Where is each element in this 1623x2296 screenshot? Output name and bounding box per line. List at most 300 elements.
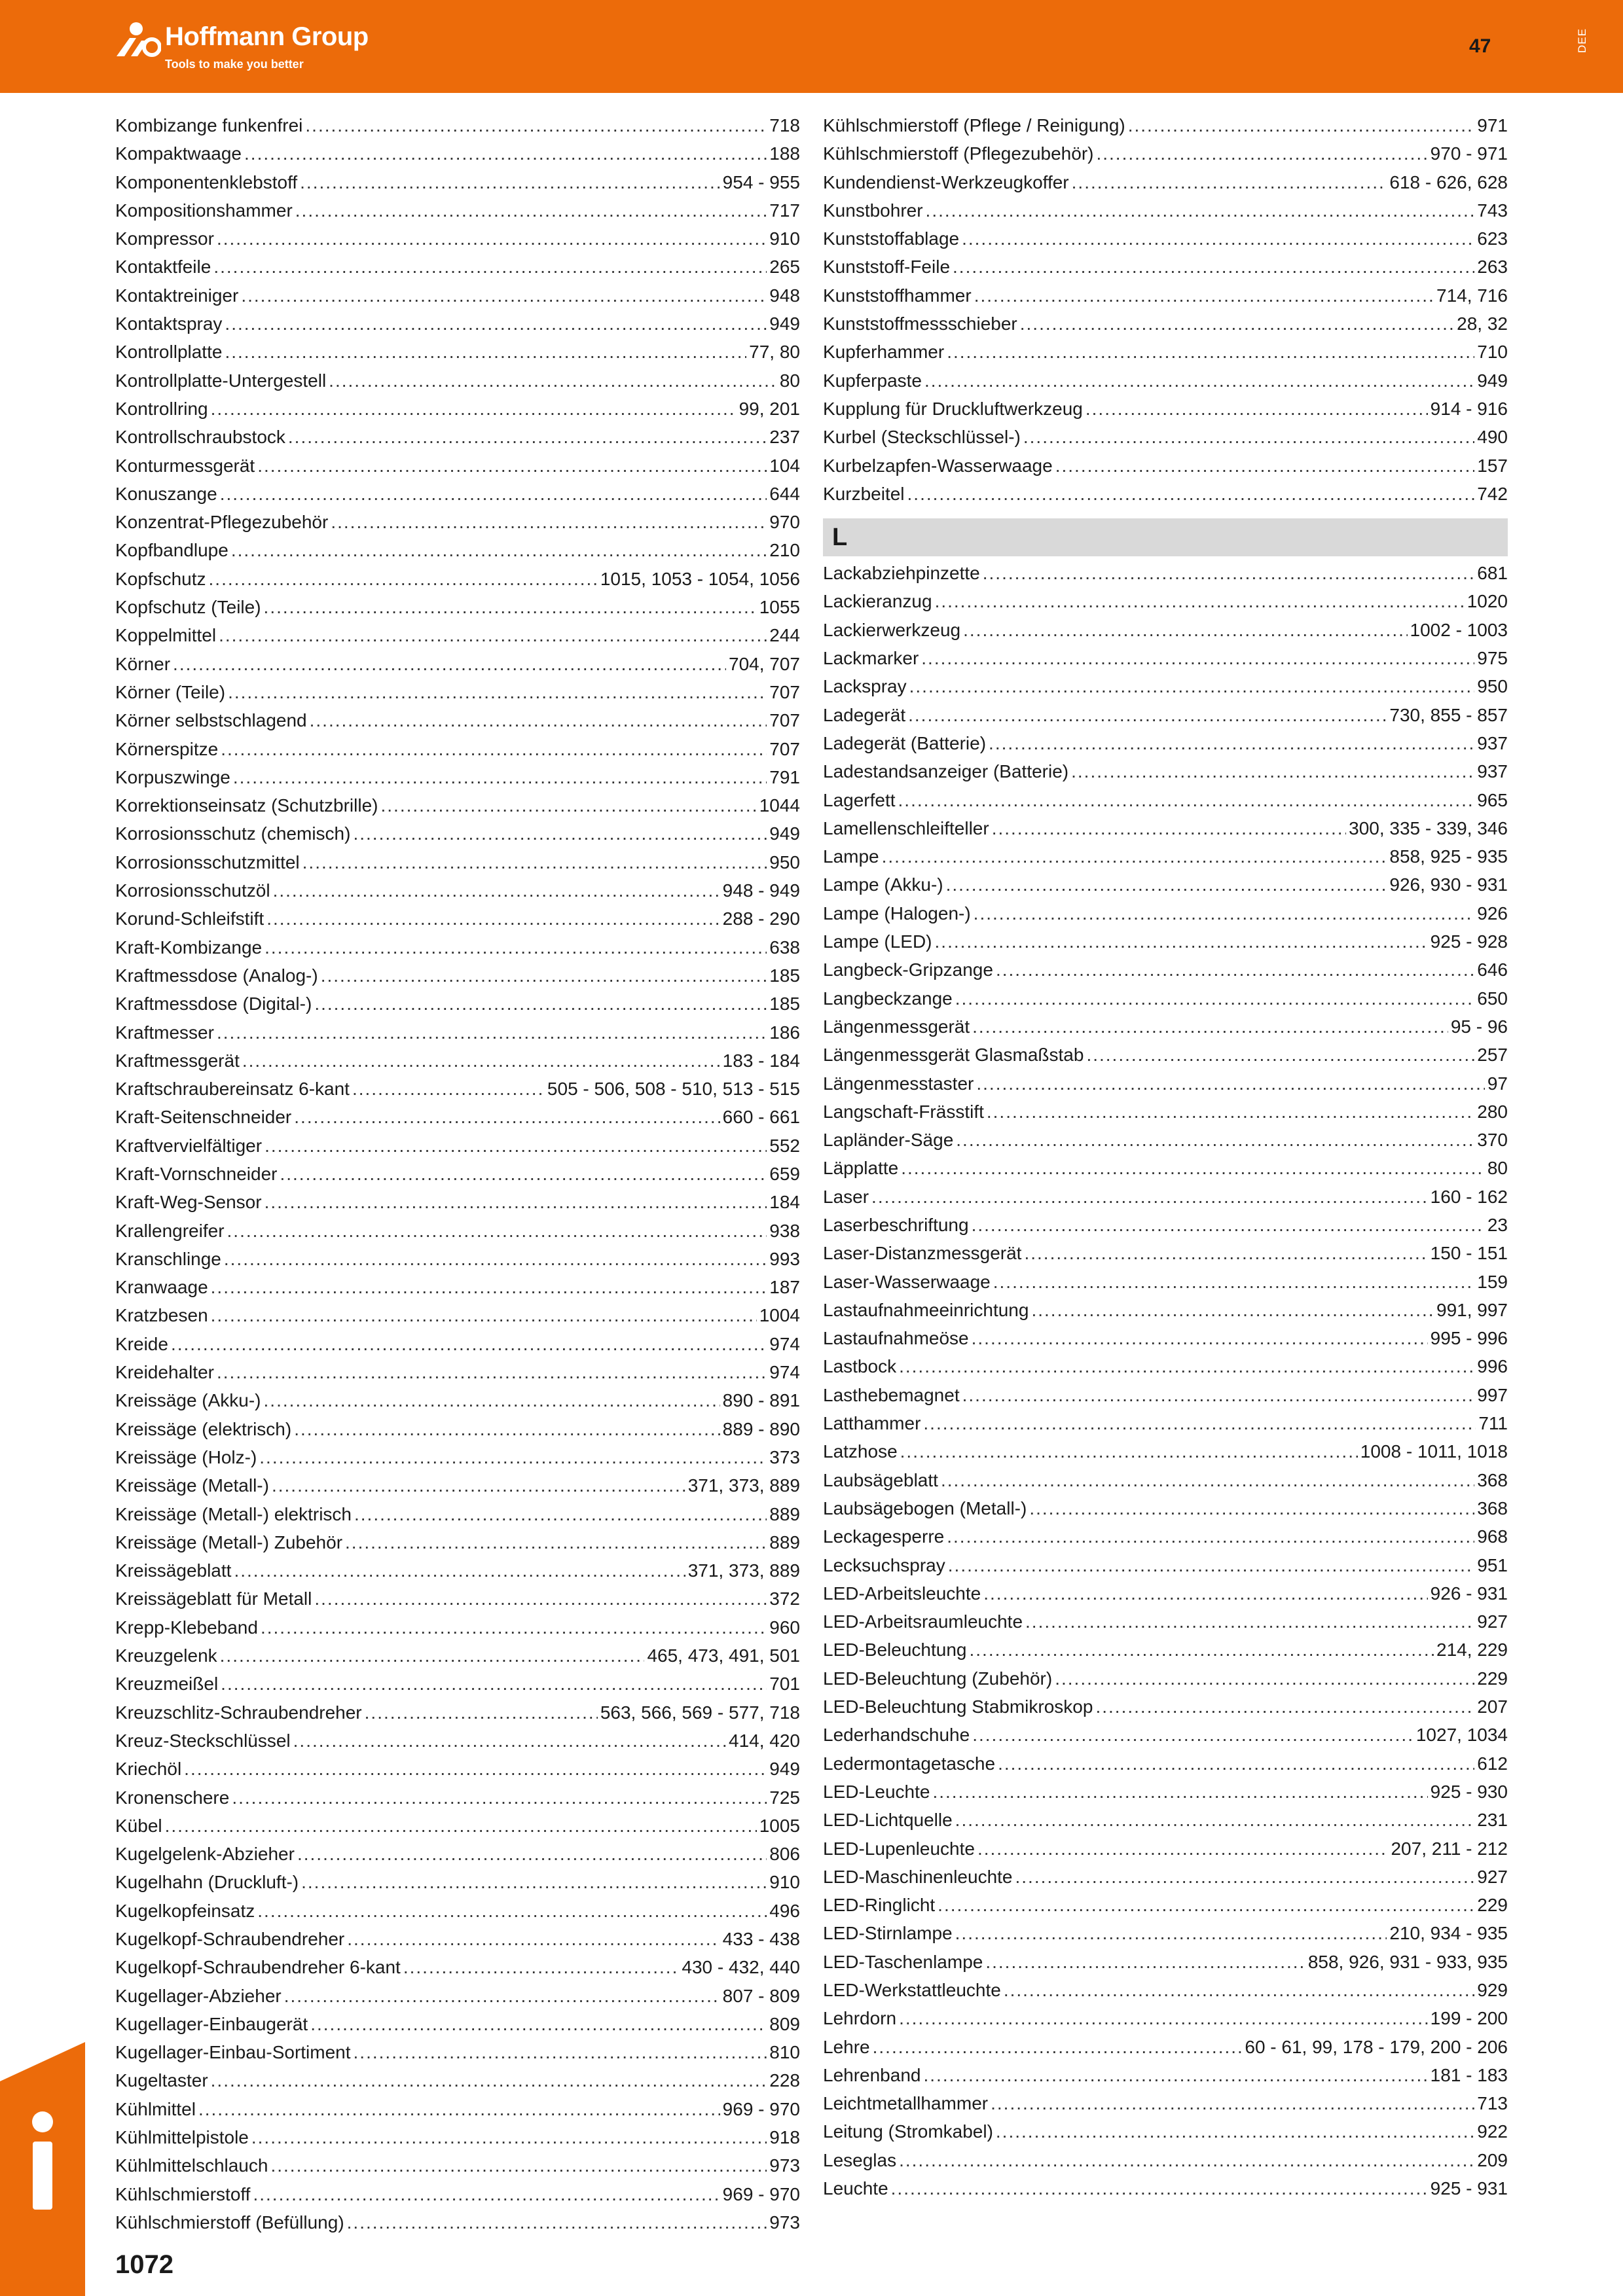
index-entry[interactable] — [823, 1413, 1508, 1441]
index-entry[interactable] — [115, 2184, 800, 2212]
index-entry[interactable] — [823, 705, 1508, 733]
page-reference[interactable]: 971 — [1477, 115, 1508, 135]
page-reference[interactable]: 183 - 184 — [722, 1050, 800, 1071]
index-entry[interactable] — [115, 1702, 800, 1731]
page-reference[interactable]: 889 - 890 — [722, 1418, 800, 1439]
page-reference[interactable]: 954 - 955 — [722, 171, 800, 192]
page-reference[interactable]: 969 - 970 — [722, 2098, 800, 2119]
page-reference[interactable]: 806 — [769, 1844, 800, 1865]
index-entry[interactable] — [115, 2127, 800, 2155]
index-entry[interactable] — [115, 342, 800, 370]
index-entry[interactable] — [115, 228, 800, 257]
page-reference[interactable]: 926 — [1477, 903, 1508, 924]
page-reference[interactable]: 60 - 61, 99, 178 - 179, 200 - 206 — [1245, 2036, 1508, 2057]
index-entry[interactable] — [823, 115, 1508, 143]
index-entry[interactable] — [823, 1555, 1508, 1583]
page-reference[interactable]: 725 — [769, 1787, 800, 1808]
index-entry[interactable] — [115, 1447, 800, 1475]
page-reference[interactable]: 612 — [1477, 1753, 1508, 1774]
index-entry[interactable] — [823, 1839, 1508, 1867]
index-entry[interactable] — [823, 285, 1508, 314]
page-reference[interactable]: 950 — [769, 852, 800, 872]
page-reference[interactable]: 210, 934 - 935 — [1389, 1923, 1508, 1944]
page-reference[interactable]: 858, 926, 931 - 933, 935 — [1307, 1951, 1508, 1972]
index-entry[interactable] — [823, 563, 1508, 591]
index-entry[interactable] — [115, 370, 800, 399]
index-entry[interactable] — [823, 960, 1508, 988]
index-entry[interactable] — [823, 342, 1508, 370]
page-reference[interactable]: 910 — [769, 228, 800, 249]
page-reference[interactable]: 949 — [1477, 370, 1508, 391]
page-reference[interactable]: 371, 373, 889 — [687, 1475, 800, 1496]
page-reference[interactable]: 368 — [1477, 1498, 1508, 1518]
index-entry[interactable] — [115, 1079, 800, 1107]
page-reference[interactable]: 925 - 928 — [1430, 931, 1508, 952]
page-reference[interactable]: 949 — [769, 1759, 800, 1780]
index-entry[interactable] — [115, 654, 800, 682]
index-entry[interactable] — [115, 710, 800, 738]
index-entry[interactable] — [115, 1221, 800, 1249]
page-reference[interactable]: 95 - 96 — [1450, 1016, 1508, 1037]
page-reference[interactable]: 207, 211 - 212 — [1391, 1838, 1508, 1859]
page-reference[interactable]: 185 — [769, 965, 800, 986]
index-entry[interactable] — [823, 1385, 1508, 1413]
index-entry[interactable] — [823, 370, 1508, 399]
index-entry[interactable] — [823, 648, 1508, 676]
index-entry[interactable] — [115, 1164, 800, 1192]
page-reference[interactable]: 707 — [769, 710, 800, 731]
page-reference[interactable]: 372 — [769, 1588, 800, 1609]
page-reference[interactable]: 181 - 183 — [1430, 2064, 1508, 2085]
page-reference[interactable]: 1005 — [759, 1815, 800, 1836]
index-entry[interactable] — [115, 2212, 800, 2240]
page-reference[interactable]: 638 — [769, 937, 800, 958]
index-entry[interactable] — [115, 1872, 800, 1900]
page-reference[interactable]: 623 — [1477, 228, 1508, 249]
index-entry[interactable] — [115, 994, 800, 1022]
page-reference[interactable]: 1008 - 1011, 1018 — [1360, 1441, 1508, 1462]
page-reference[interactable]: 938 — [769, 1220, 800, 1241]
page-reference[interactable]: 960 — [769, 1617, 800, 1638]
page-reference[interactable]: 563, 566, 569 - 577, 718 — [600, 1702, 800, 1723]
index-entry[interactable] — [115, 597, 800, 625]
page-reference[interactable]: 809 — [769, 2013, 800, 2034]
page-reference[interactable]: 914 - 916 — [1430, 398, 1508, 419]
page-reference[interactable]: 552 — [769, 1135, 800, 1156]
index-entry[interactable] — [823, 1130, 1508, 1158]
page-reference[interactable]: 465, 473, 491, 501 — [647, 1645, 800, 1666]
page-reference[interactable]: 104 — [769, 455, 800, 476]
index-entry[interactable] — [115, 937, 800, 965]
page-reference[interactable]: 937 — [1477, 732, 1508, 753]
page-reference[interactable]: 23 — [1487, 1214, 1508, 1235]
page-reference[interactable]: 991, 997 — [1436, 1299, 1508, 1320]
page-reference[interactable]: 77, 80 — [749, 342, 800, 363]
page-reference[interactable]: 929 — [1477, 1980, 1508, 2000]
page-reference[interactable]: 925 - 931 — [1430, 2178, 1508, 2199]
page-reference[interactable]: 730, 855 - 857 — [1389, 704, 1508, 725]
index-entry[interactable] — [823, 1980, 1508, 2008]
index-entry[interactable] — [823, 1356, 1508, 1384]
page-reference[interactable]: 231 — [1477, 1810, 1508, 1831]
page-reference[interactable]: 714, 716 — [1436, 285, 1508, 306]
page-reference[interactable]: 265 — [769, 257, 800, 278]
page-reference[interactable]: 926, 930 - 931 — [1389, 874, 1508, 895]
index-entry[interactable] — [823, 931, 1508, 960]
index-entry[interactable] — [115, 1674, 800, 1702]
index-entry[interactable] — [823, 172, 1508, 200]
page-reference[interactable]: 993 — [769, 1248, 800, 1269]
page-reference[interactable]: 707 — [769, 681, 800, 702]
index-entry[interactable] — [115, 1816, 800, 1844]
page-reference[interactable]: 1002 - 1003 — [1410, 619, 1508, 640]
index-entry[interactable] — [823, 1243, 1508, 1271]
index-entry[interactable] — [823, 2065, 1508, 2093]
index-entry[interactable] — [823, 1300, 1508, 1328]
index-entry[interactable] — [823, 2121, 1508, 2149]
index-entry[interactable] — [823, 733, 1508, 761]
index-entry[interactable] — [115, 2042, 800, 2070]
page-reference[interactable]: 711 — [1478, 1413, 1508, 1434]
index-entry[interactable] — [115, 767, 800, 795]
index-entry[interactable] — [115, 1532, 800, 1560]
page-reference[interactable]: 157 — [1477, 455, 1508, 476]
page-reference[interactable]: 858, 925 - 935 — [1389, 846, 1508, 867]
page-reference[interactable]: 973 — [769, 2212, 800, 2233]
page-reference[interactable]: 918 — [769, 2127, 800, 2148]
page-reference[interactable]: 414, 420 — [729, 1730, 800, 1751]
page-reference[interactable]: 889 — [769, 1532, 800, 1552]
index-entry[interactable] — [823, 1470, 1508, 1498]
index-entry[interactable] — [823, 1526, 1508, 1554]
index-entry[interactable] — [823, 2150, 1508, 2178]
page-reference[interactable]: 80 — [779, 370, 800, 391]
page-reference[interactable]: 280 — [1477, 1101, 1508, 1122]
index-entry[interactable] — [115, 1560, 800, 1588]
index-entry[interactable] — [823, 1272, 1508, 1300]
page-reference[interactable]: 975 — [1477, 648, 1508, 669]
index-entry[interactable] — [823, 143, 1508, 171]
page-reference[interactable]: 97 — [1487, 1073, 1508, 1094]
index-entry[interactable] — [823, 2037, 1508, 2065]
index-entry[interactable] — [823, 1016, 1508, 1045]
page-reference[interactable]: 948 — [769, 285, 800, 306]
index-entry[interactable] — [823, 790, 1508, 818]
page-reference[interactable]: 743 — [1477, 200, 1508, 221]
index-entry[interactable] — [115, 1277, 800, 1305]
page-reference[interactable]: 889 — [769, 1503, 800, 1524]
page-reference[interactable]: 717 — [769, 200, 800, 221]
page-reference[interactable]: 810 — [769, 2042, 800, 2063]
dot-leader — [938, 1895, 1474, 1916]
page-reference[interactable]: 659 — [769, 1163, 800, 1184]
page-reference[interactable]: 968 — [1477, 1526, 1508, 1547]
index-entry[interactable] — [115, 1390, 800, 1418]
index-entry[interactable] — [823, 676, 1508, 704]
page-reference[interactable]: 199 - 200 — [1430, 2008, 1508, 2029]
index-entry[interactable] — [115, 172, 800, 200]
index-entry[interactable] — [115, 143, 800, 171]
page-reference[interactable]: 186 — [769, 1022, 800, 1043]
index-entry[interactable] — [115, 1588, 800, 1617]
index-entry[interactable] — [115, 1249, 800, 1277]
index-entry[interactable] — [823, 903, 1508, 931]
index-entry[interactable] — [823, 257, 1508, 285]
index-entry[interactable] — [115, 795, 800, 823]
page-reference[interactable]: 704, 707 — [729, 653, 800, 674]
index-entry[interactable] — [115, 540, 800, 568]
page-reference[interactable]: 970 - 971 — [1430, 143, 1508, 164]
page-reference[interactable]: 650 — [1477, 988, 1508, 1009]
index-entry[interactable] — [823, 1611, 1508, 1640]
index-term: Ladegerät (Batterie) — [823, 732, 987, 753]
page-reference[interactable]: 99, 201 — [739, 398, 800, 419]
index-entry[interactable] — [115, 2070, 800, 2098]
page-reference[interactable]: 997 — [1477, 1384, 1508, 1405]
page-reference[interactable]: 970 — [769, 512, 800, 533]
index-term: Lackieranzug — [823, 591, 932, 612]
index-entry[interactable] — [115, 1617, 800, 1645]
index-entry[interactable] — [823, 1696, 1508, 1725]
index-entry[interactable] — [823, 1102, 1508, 1130]
page-reference[interactable]: 257 — [1477, 1045, 1508, 1066]
page-reference[interactable]: 646 — [1477, 960, 1508, 980]
page-reference[interactable]: 214, 229 — [1436, 1640, 1508, 1660]
index-entry[interactable] — [823, 591, 1508, 619]
index-entry[interactable] — [115, 1986, 800, 2014]
page-reference[interactable]: 1004 — [759, 1305, 800, 1326]
index-entry[interactable] — [115, 285, 800, 314]
index-entry[interactable] — [823, 228, 1508, 257]
page-reference[interactable]: 150 - 151 — [1430, 1243, 1508, 1264]
index-entry[interactable] — [823, 1923, 1508, 1951]
index-entry[interactable] — [115, 739, 800, 767]
page-reference[interactable]: 490 — [1477, 427, 1508, 448]
index-entry[interactable] — [115, 1107, 800, 1135]
index-entry[interactable] — [115, 2014, 800, 2042]
index-entry[interactable] — [823, 1158, 1508, 1186]
index-entry[interactable] — [115, 625, 800, 653]
page-reference[interactable]: 710 — [1477, 342, 1508, 363]
page-reference[interactable]: 713 — [1477, 2093, 1508, 2114]
page-reference[interactable]: 996 — [1477, 1356, 1508, 1377]
index-entry[interactable] — [115, 2155, 800, 2183]
index-entry[interactable] — [823, 2008, 1508, 2036]
page-reference[interactable]: 244 — [769, 625, 800, 646]
page-reference[interactable]: 229 — [1477, 1668, 1508, 1689]
index-entry[interactable] — [115, 1787, 800, 1816]
page-reference[interactable]: 263 — [1477, 257, 1508, 278]
index-entry[interactable] — [115, 1901, 800, 1929]
page-reference[interactable]: 1055 — [759, 597, 800, 618]
index-entry[interactable] — [115, 908, 800, 937]
page-reference[interactable]: 949 — [769, 314, 800, 334]
page-reference[interactable]: 618 - 626, 628 — [1389, 171, 1508, 192]
page-reference[interactable]: 288 - 290 — [722, 908, 800, 929]
page-reference[interactable]: 890 - 891 — [722, 1390, 800, 1411]
index-entry[interactable] — [823, 1867, 1508, 1895]
index-entry[interactable] — [115, 1419, 800, 1447]
page-reference[interactable]: 187 — [769, 1277, 800, 1298]
index-entry[interactable] — [823, 761, 1508, 789]
page-reference[interactable]: 184 — [769, 1192, 800, 1213]
index-entry[interactable] — [115, 1362, 800, 1390]
page-reference[interactable]: 237 — [769, 427, 800, 448]
index-entry[interactable] — [115, 965, 800, 994]
index-entry[interactable] — [823, 620, 1508, 648]
index-entry[interactable] — [823, 200, 1508, 228]
index-entry[interactable] — [823, 1498, 1508, 1526]
index-entry[interactable] — [115, 115, 800, 143]
index-entry[interactable] — [823, 1725, 1508, 1753]
index-entry[interactable] — [823, 314, 1508, 342]
index-entry[interactable] — [115, 823, 800, 852]
page-reference[interactable]: 228 — [769, 2070, 800, 2091]
page-reference[interactable]: 927 — [1477, 1866, 1508, 1887]
page-reference[interactable]: 210 — [769, 540, 800, 561]
page-reference[interactable]: 300, 335 - 339, 346 — [1349, 817, 1508, 838]
page-reference[interactable]: 681 — [1477, 563, 1508, 584]
index-entry[interactable] — [823, 2093, 1508, 2121]
index-entry[interactable] — [823, 988, 1508, 1016]
index-entry[interactable] — [115, 427, 800, 455]
page-reference[interactable]: 927 — [1477, 1611, 1508, 1632]
index-entry[interactable] — [823, 2178, 1508, 2206]
page-reference[interactable]: 922 — [1477, 2121, 1508, 2142]
brand-logo[interactable] — [115, 20, 403, 82]
index-entry[interactable] — [115, 1759, 800, 1787]
index-entry[interactable] — [823, 1441, 1508, 1469]
page-reference[interactable]: 969 - 970 — [722, 2183, 800, 2204]
page-reference[interactable]: 368 — [1477, 1469, 1508, 1490]
index-entry[interactable] — [823, 1895, 1508, 1923]
page-reference[interactable]: 707 — [769, 738, 800, 759]
page-reference[interactable]: 910 — [769, 1872, 800, 1893]
index-entry[interactable] — [823, 1640, 1508, 1668]
page-reference[interactable]: 188 — [769, 143, 800, 164]
page-reference[interactable]: 973 — [769, 2155, 800, 2176]
index-entry[interactable] — [823, 1753, 1508, 1782]
index-entry[interactable] — [823, 1782, 1508, 1810]
page-reference[interactable]: 80 — [1487, 1158, 1508, 1179]
index-entry[interactable] — [823, 1187, 1508, 1215]
index-entry[interactable] — [823, 818, 1508, 846]
index-entry[interactable] — [823, 1215, 1508, 1243]
page-reference[interactable]: 950 — [1477, 676, 1508, 697]
page-reference[interactable]: 160 - 162 — [1430, 1186, 1508, 1207]
page-reference[interactable]: 974 — [769, 1362, 800, 1383]
index-entry[interactable] — [823, 1328, 1508, 1356]
page-reference[interactable]: 496 — [769, 1900, 800, 1921]
page-reference[interactable]: 791 — [769, 766, 800, 787]
index-entry[interactable] — [823, 1810, 1508, 1838]
index-entry[interactable] — [115, 1929, 800, 1957]
page-reference[interactable]: 925 - 930 — [1430, 1781, 1508, 1802]
index-entry[interactable] — [115, 399, 800, 427]
index-entry[interactable] — [823, 1952, 1508, 1980]
page-reference[interactable]: 433 - 438 — [722, 1929, 800, 1949]
index-entry[interactable] — [115, 200, 800, 228]
page-reference[interactable]: 1020 — [1467, 591, 1508, 612]
page-reference[interactable]: 807 - 809 — [722, 1985, 800, 2006]
page-reference[interactable]: 159 — [1477, 1271, 1508, 1292]
index-entry[interactable] — [115, 1050, 800, 1079]
page-reference[interactable]: 995 - 996 — [1430, 1328, 1508, 1349]
index-entry[interactable] — [115, 569, 800, 597]
index-entry[interactable] — [823, 874, 1508, 903]
index-entry[interactable] — [115, 1475, 800, 1503]
page-reference[interactable]: 373 — [769, 1446, 800, 1467]
index-entry[interactable] — [115, 257, 800, 285]
index-entry[interactable] — [115, 852, 800, 880]
page-reference[interactable]: 370 — [1477, 1130, 1508, 1151]
index-entry[interactable] — [115, 484, 800, 512]
index-entry[interactable] — [115, 1136, 800, 1164]
index-entry[interactable] — [823, 1045, 1508, 1073]
page-reference[interactable]: 948 - 949 — [722, 880, 800, 901]
index-entry[interactable] — [115, 1957, 800, 1985]
page-reference[interactable]: 701 — [769, 1674, 800, 1695]
page-reference[interactable]: 949 — [769, 823, 800, 844]
page-reference[interactable]: 371, 373, 889 — [687, 1560, 800, 1581]
index-entry[interactable] — [115, 314, 800, 342]
index-entry[interactable] — [115, 1504, 800, 1532]
index-term: Kreissäge (Holz-) — [115, 1446, 257, 1467]
page-reference[interactable]: 1015, 1053 - 1054, 1056 — [600, 568, 800, 589]
page-reference[interactable]: 430 - 432, 440 — [682, 1957, 800, 1978]
index-term: Konzentrat-Pflegezubehör — [115, 512, 329, 533]
page-reference[interactable]: 644 — [769, 483, 800, 504]
page-reference[interactable]: 926 - 931 — [1430, 1583, 1508, 1604]
index-entry[interactable] — [115, 1334, 800, 1362]
page-reference[interactable]: 1044 — [759, 795, 800, 816]
index-entry[interactable] — [115, 880, 800, 908]
index-entry[interactable] — [823, 1073, 1508, 1102]
page-reference[interactable]: 505 - 506, 508 - 510, 513 - 515 — [547, 1079, 800, 1100]
index-entry[interactable] — [115, 2099, 800, 2127]
index-entry[interactable] — [823, 1668, 1508, 1696]
page-reference[interactable]: 229 — [1477, 1895, 1508, 1916]
page-reference[interactable]: 209 — [1477, 2149, 1508, 2170]
index-entry[interactable] — [115, 512, 800, 540]
page-reference[interactable]: 951 — [1477, 1554, 1508, 1575]
page-reference[interactable]: 185 — [769, 994, 800, 1014]
page-reference[interactable]: 965 — [1477, 789, 1508, 810]
index-entry[interactable] — [115, 1192, 800, 1220]
index-entry[interactable] — [115, 456, 800, 484]
page-reference[interactable]: 937 — [1477, 761, 1508, 782]
index-entry[interactable] — [823, 846, 1508, 874]
page-reference[interactable]: 660 - 661 — [722, 1107, 800, 1128]
index-entry[interactable] — [115, 1022, 800, 1050]
index-entry[interactable] — [823, 484, 1508, 512]
index-entry[interactable] — [115, 1844, 800, 1872]
index-entry[interactable] — [115, 1731, 800, 1759]
index-entry[interactable] — [115, 682, 800, 710]
index-entry[interactable] — [823, 427, 1508, 455]
page-reference[interactable]: 1027, 1034 — [1415, 1725, 1508, 1746]
index-entry[interactable] — [823, 399, 1508, 427]
page-reference[interactable]: 974 — [769, 1333, 800, 1354]
page-reference[interactable]: 742 — [1477, 483, 1508, 504]
index-entry[interactable] — [115, 1305, 800, 1333]
index-entry[interactable] — [823, 1583, 1508, 1611]
page-reference[interactable]: 718 — [769, 115, 800, 135]
page-reference[interactable]: 207 — [1477, 1696, 1508, 1717]
index-entry[interactable] — [823, 456, 1508, 484]
page-reference[interactable]: 28, 32 — [1457, 314, 1508, 334]
index-entry[interactable] — [115, 1645, 800, 1674]
